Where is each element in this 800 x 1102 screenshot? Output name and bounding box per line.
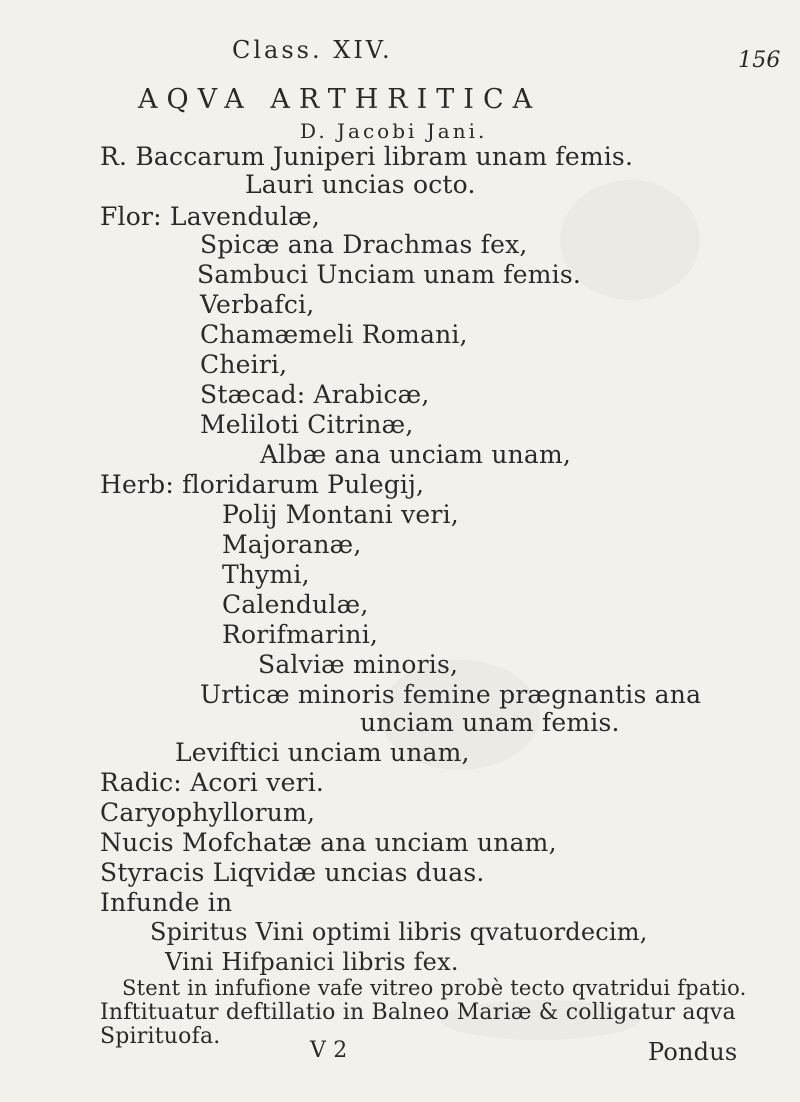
text-line: Chamæmeli Romani,	[200, 320, 468, 349]
text-line: unciam unam femis.	[360, 708, 620, 737]
catchword: Pondus	[648, 1038, 738, 1066]
text-line: Verbafci,	[200, 290, 315, 319]
recipe-title: AQVA ARTHRITICA	[138, 84, 542, 115]
text-line: Infunde in	[100, 888, 233, 917]
text-line: Radic: Acori veri.	[100, 768, 325, 797]
text-line: Majoranæ,	[222, 530, 362, 559]
text-line: Meliloti Citrinæ,	[200, 410, 414, 439]
text-line: Vini Hifpanici libris fex.	[165, 948, 459, 976]
text-line: Nucis Mofchatæ ana unciam unam,	[100, 828, 557, 857]
text-line: Rorifmarini,	[222, 620, 379, 649]
text-line: Salviæ minoris,	[258, 650, 459, 679]
text-line: Stæcad: Arabicæ,	[200, 380, 430, 409]
text-line: Stent in infufione vafe vitreo probè tecto qvatridui fpatio.	[122, 976, 747, 1000]
text-line: Urticæ minoris femine prægnantis ana	[200, 680, 702, 709]
text-line: Spiritus Vini optimi libris qvatuordecim,	[150, 918, 648, 946]
recipe-author: D. Jacobi Jani.	[300, 119, 488, 143]
signature-mark: V 2	[310, 1038, 348, 1063]
text-line: Albæ ana unciam unam,	[260, 440, 572, 469]
text-line: Herb: floridarum Pulegij,	[100, 470, 425, 499]
text-line: Flor: Lavendulæ,	[100, 202, 320, 231]
text-line: R. Baccarum Juniperi libram unam femis.	[100, 142, 634, 171]
text-line: Spicæ ana Drachmas fex,	[200, 230, 528, 259]
text-line: Spirituofa.	[100, 1024, 221, 1049]
text-line: Caryophyllorum,	[100, 798, 316, 827]
page-number: 156	[738, 48, 781, 73]
text-line: Styracis Liqvidæ uncias duas.	[100, 858, 485, 887]
class-header: Class. XIV.	[232, 36, 393, 64]
text-line: Leviftici unciam unam,	[175, 738, 470, 767]
text-line: Inftituatur deftillatio in Balneo Mariæ & colligatur aqva	[100, 1000, 736, 1025]
text-line: Polij Montani veri,	[222, 500, 459, 529]
text-line: Thymi,	[222, 560, 310, 589]
text-line: Sambuci Unciam unam femis.	[197, 260, 581, 289]
text-line: Calendulæ,	[222, 590, 369, 619]
text-line: Lauri uncias octo.	[245, 170, 476, 199]
text-line: Cheiri,	[200, 350, 288, 379]
